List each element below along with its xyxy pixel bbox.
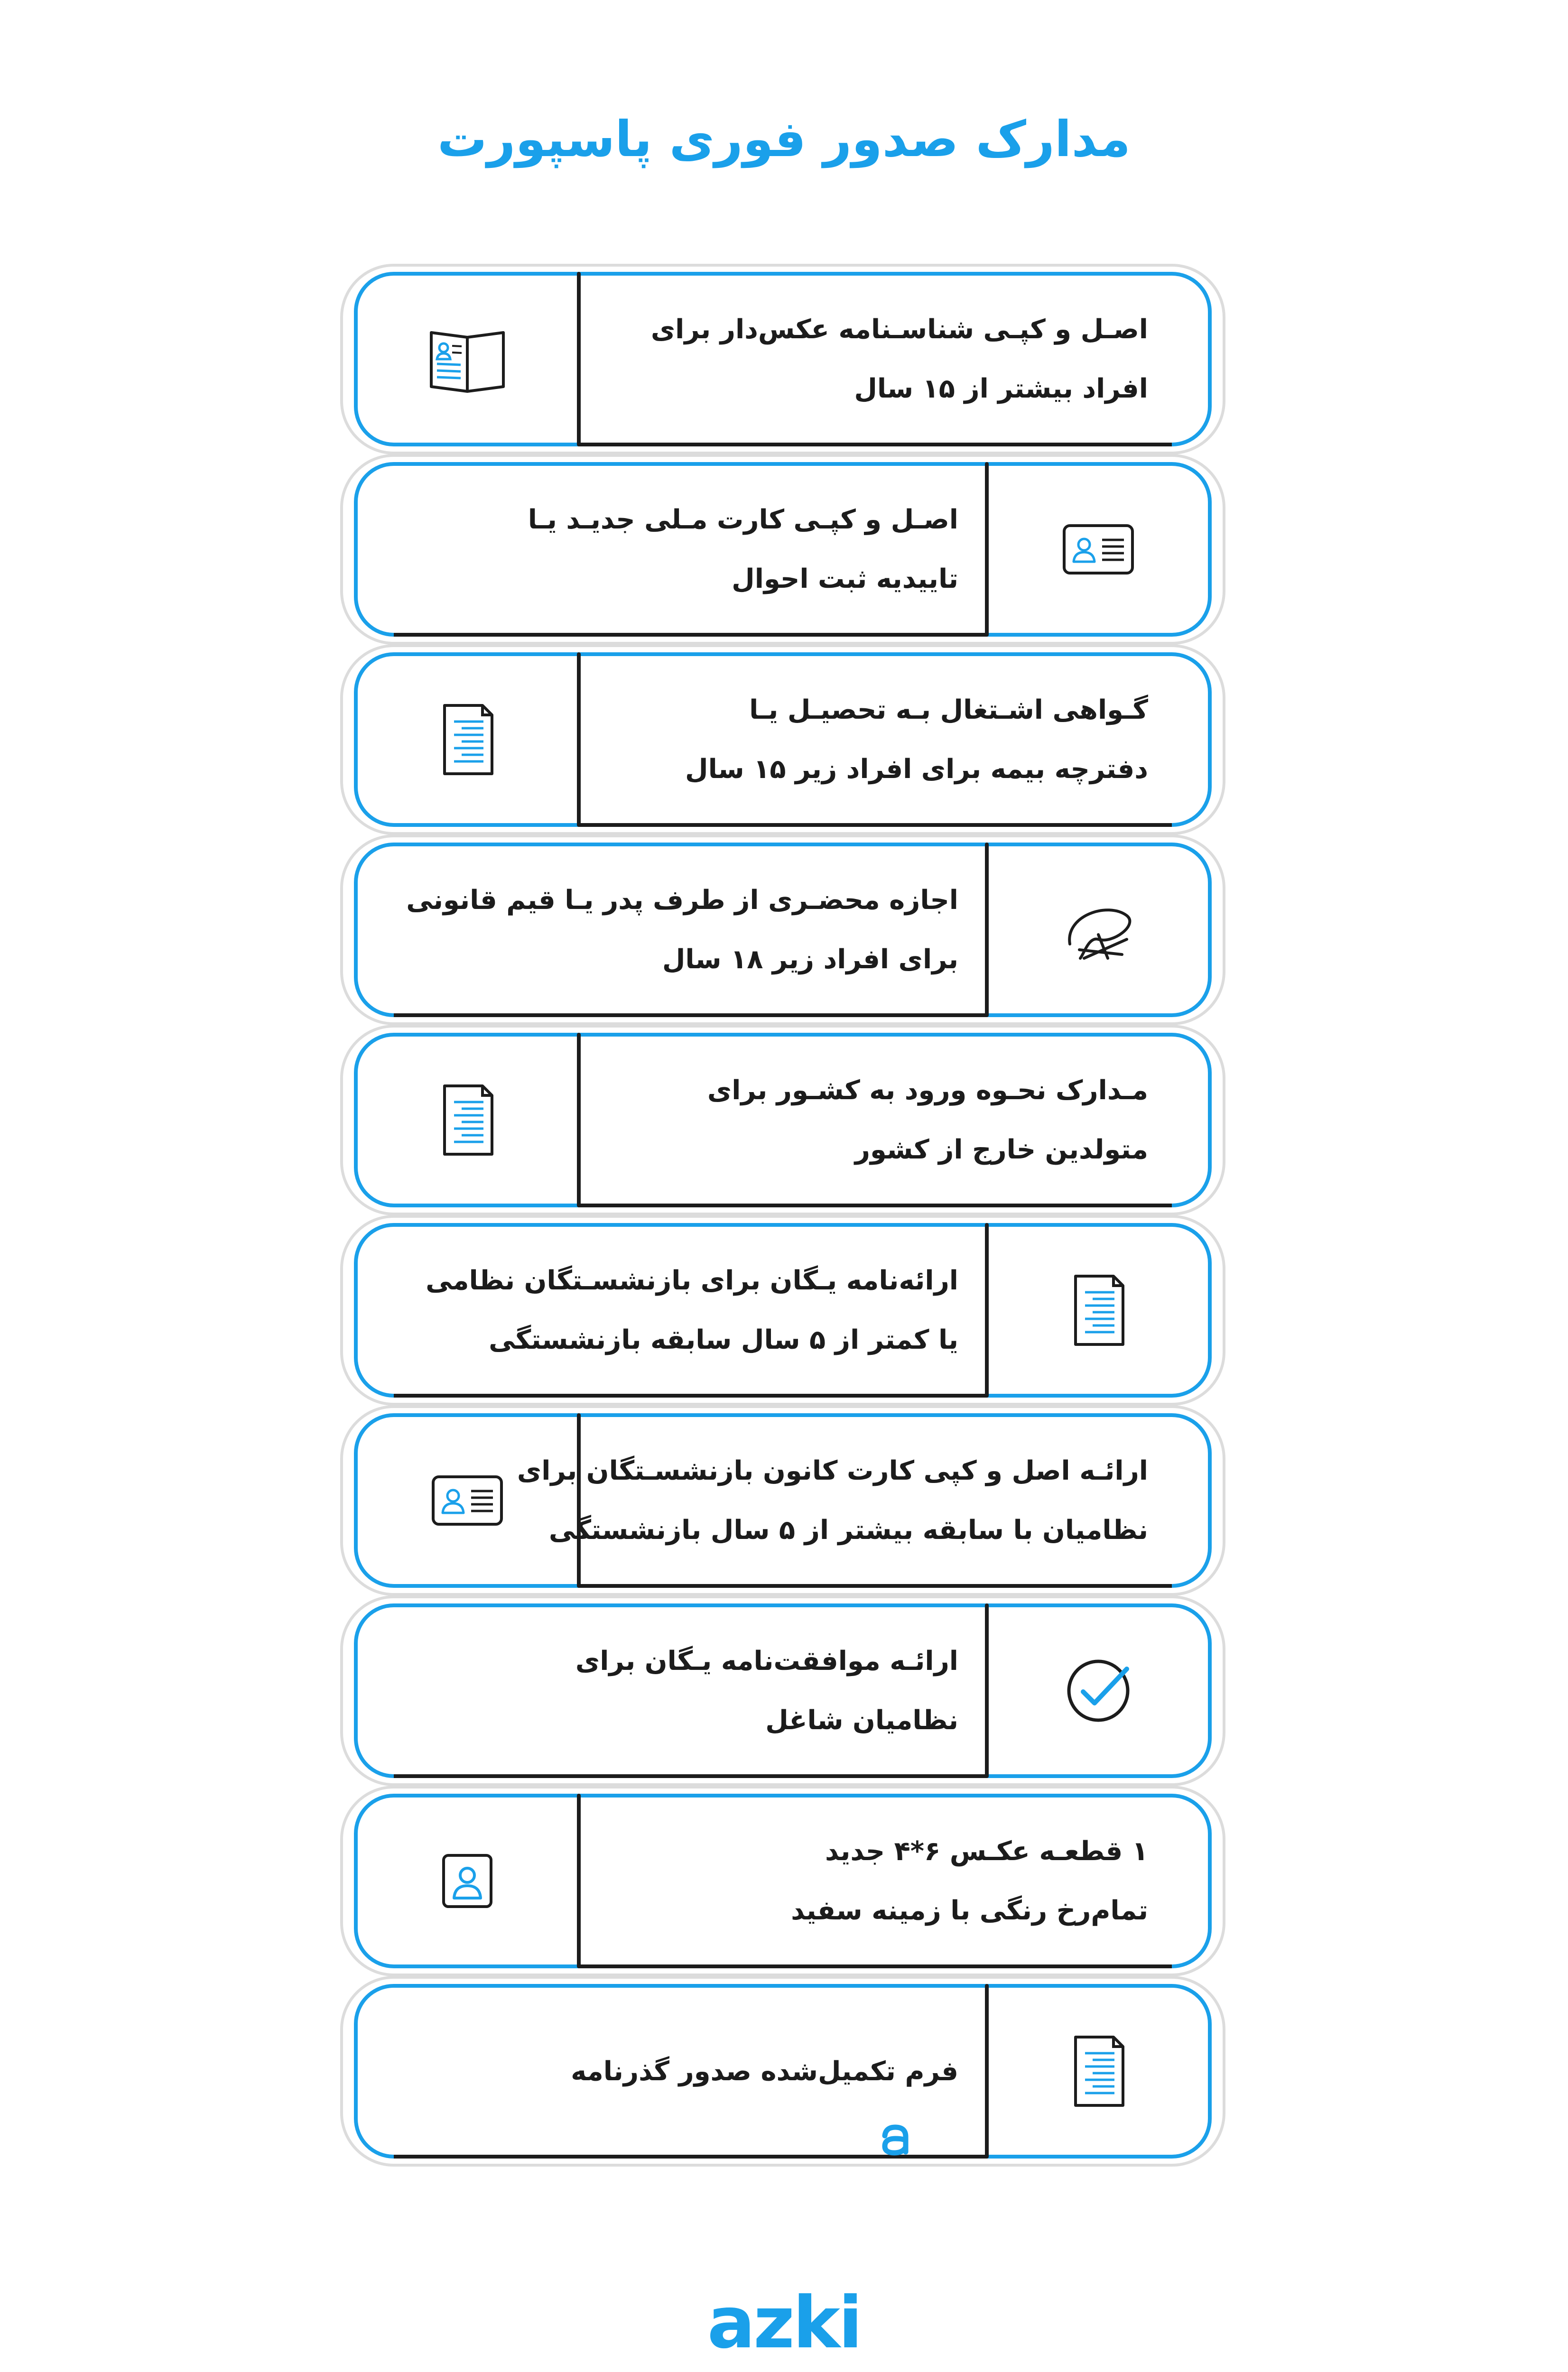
item-icon: [1056, 507, 1141, 592]
item-line2: دفترچه بیمه برای افراد زیر ۱۵ سال: [685, 754, 1148, 785]
item-line2: یا کمتر از ۵ سال سابقه بازنشستگی: [489, 1325, 958, 1355]
item-icon: [425, 316, 510, 402]
item-line1: مـدارک نحـوه ورود به کشـور برای: [707, 1075, 1148, 1106]
item-text: [406, 871, 958, 989]
item-icon: [1056, 1648, 1141, 1733]
item-icon: [1056, 887, 1141, 973]
item-line1: گـواهی اشـتغال بـه تحصیـل یـا: [749, 695, 1148, 725]
item-line1: ارائه‌نامه یـگان برای بازنشسـتگان نظامی: [426, 1265, 958, 1296]
item-line2: افراد بیشتر از ۱۵ سال: [854, 373, 1148, 404]
requirement-item: [356, 1986, 1210, 2157]
item-text: [418, 490, 958, 609]
item-icon: [425, 1838, 510, 1924]
item-line1: ارائـه اصل و کپی کارت کانون بازنشسـتگان برای: [517, 1455, 1148, 1486]
item-text: [607, 300, 1148, 418]
requirement-item: [356, 1035, 1210, 1205]
item-line2: نظامیان شاغل: [765, 1705, 958, 1736]
item-line2: تاییدیه ثبت احوال: [732, 564, 958, 594]
signature-icon: [1056, 887, 1141, 973]
document-icon: [1056, 1268, 1141, 1353]
item-icon: [425, 1458, 510, 1543]
item-text: [607, 680, 1148, 799]
requirement-item: [356, 1225, 1210, 1396]
id-card-icon: [1056, 507, 1141, 592]
photo-icon: [425, 1838, 510, 1924]
item-text: [607, 1061, 1148, 1179]
item-line1: ارائـه موافقت‌نامه یـگان برای: [575, 1646, 958, 1677]
item-line1: ۱ قطعـه عکـس ۶*۴ جدید: [825, 1836, 1148, 1867]
requirement-item: [356, 464, 1210, 635]
item-icon: [1056, 2029, 1141, 2114]
requirement-item: [356, 1796, 1210, 1966]
item-line1: اصـل و کپـی شناسـنامه عکس‌دار برای: [650, 314, 1148, 345]
azki-a-icon: [880, 2122, 910, 2156]
passport-book-icon: [425, 316, 510, 402]
requirement-item: [356, 654, 1210, 825]
page-title: مدارک صدور فوری پاسپورت: [437, 110, 1131, 168]
requirement-item: [356, 844, 1210, 1015]
document-icon: [425, 1077, 510, 1163]
item-icon: [1056, 1268, 1141, 1353]
item-text: [418, 1631, 958, 1750]
item-text: [517, 1441, 1148, 1560]
brand-logo: azki: [707, 2282, 861, 2364]
item-icon: [425, 697, 510, 782]
check-circle-icon: [1056, 1648, 1141, 1733]
document-icon: [1056, 2029, 1141, 2114]
item-text: [418, 2012, 958, 2131]
item-line2: برای افراد زیر ۱۸ سال: [662, 944, 958, 975]
item-line2: نظامیان با سابقه بیشتر از ۵ سال بازنشستگی: [548, 1515, 1148, 1546]
item-line2: متولدین خارج از کشور: [854, 1134, 1148, 1165]
document-icon: [425, 697, 510, 782]
item-line1: اصـل و کپـی کارت مـلی جدیـد یـا: [528, 504, 958, 535]
item-line1: فرم تکمیل‌شده صدور گذرنامه: [571, 2056, 958, 2087]
item-line1: اجازه محضـری از طرف پدر یـا قیم قانونی: [406, 885, 958, 916]
id-card-icon: [425, 1458, 510, 1543]
requirement-item: [356, 1415, 1210, 1586]
item-icon: [425, 1077, 510, 1163]
item-text: [607, 1822, 1148, 1940]
item-text: [418, 1251, 958, 1370]
requirement-item: [356, 274, 1210, 445]
requirement-item: [356, 1605, 1210, 1776]
item-line2: تمام‌رخ رنگی با زمینه سفید: [791, 1895, 1148, 1926]
